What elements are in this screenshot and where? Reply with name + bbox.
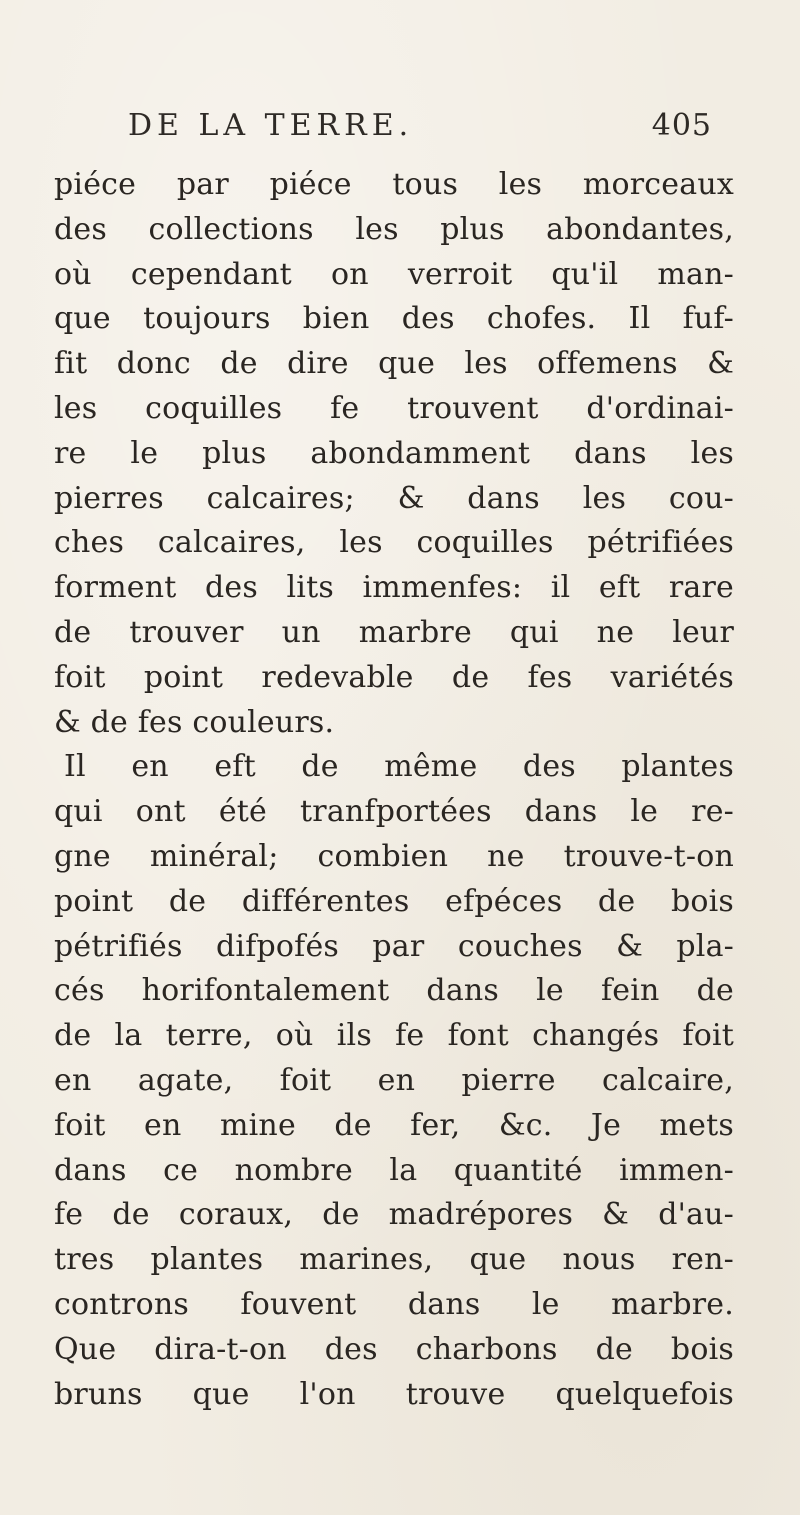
text-line: bruns que l'on trouve quelquefois: [54, 1376, 734, 1412]
text-line: pétrifiés difpofés par couches & pla-: [54, 928, 734, 964]
text-line: Il en eft de même des plantes: [64, 749, 734, 785]
text-line: Que dira-t-on des charbons de bois: [54, 1331, 734, 1367]
text-line: foit en mine de fer, &c. Je mets: [54, 1107, 734, 1143]
page-header: [128, 108, 712, 152]
text-line: les coquilles fe trouvent d'ordinai-: [54, 390, 734, 426]
text-line: & de fes couleurs.: [54, 704, 335, 740]
text-line: controns fouvent dans le marbre.: [54, 1286, 734, 1322]
text-line: cés horifontalement dans le fein de: [54, 973, 734, 1009]
text-line: gne minéral; combien ne trouve-t-on: [54, 838, 734, 874]
text-line: dans ce nombre la quantité immen-: [54, 1152, 734, 1188]
text-line: point de différentes efpéces de bois: [54, 883, 734, 919]
text-line: fit donc de dire que les offemens &: [54, 346, 734, 382]
text-line: ches calcaires, les coquilles pétrifiées: [54, 525, 734, 561]
text-line: foit point redevable de fes variétés: [54, 659, 734, 695]
text-line: qui ont été tranfportées dans le re-: [54, 794, 734, 830]
running-head: DE LA TERRE.: [128, 108, 414, 143]
text-line: en agate, foit en pierre calcaire,: [54, 1062, 734, 1098]
text-line: de la terre, où ils fe font changés foit: [54, 1018, 734, 1054]
text-line: re le plus abondamment dans les: [54, 435, 734, 471]
text-line: que toujours bien des chofes. Il fuf-: [54, 301, 734, 337]
text-line: pierres calcaires; & dans les cou-: [54, 480, 734, 516]
text-line: forment des lits immenfes: il eft rare: [54, 570, 734, 606]
text-line: de trouver un marbre qui ne leur: [54, 614, 734, 650]
body-text: [54, 163, 734, 1417]
text-line: où cependant on verroit qu'il man-: [54, 256, 734, 292]
text-line: tres plantes marines, que nous ren-: [54, 1242, 734, 1278]
text-line: fe de coraux, de madrépores & d'au-: [54, 1197, 734, 1233]
text-line: piéce par piéce tous les morceaux: [54, 167, 734, 202]
page-number: 405: [651, 108, 712, 143]
text-line: des collections les plus abondantes,: [54, 211, 734, 247]
